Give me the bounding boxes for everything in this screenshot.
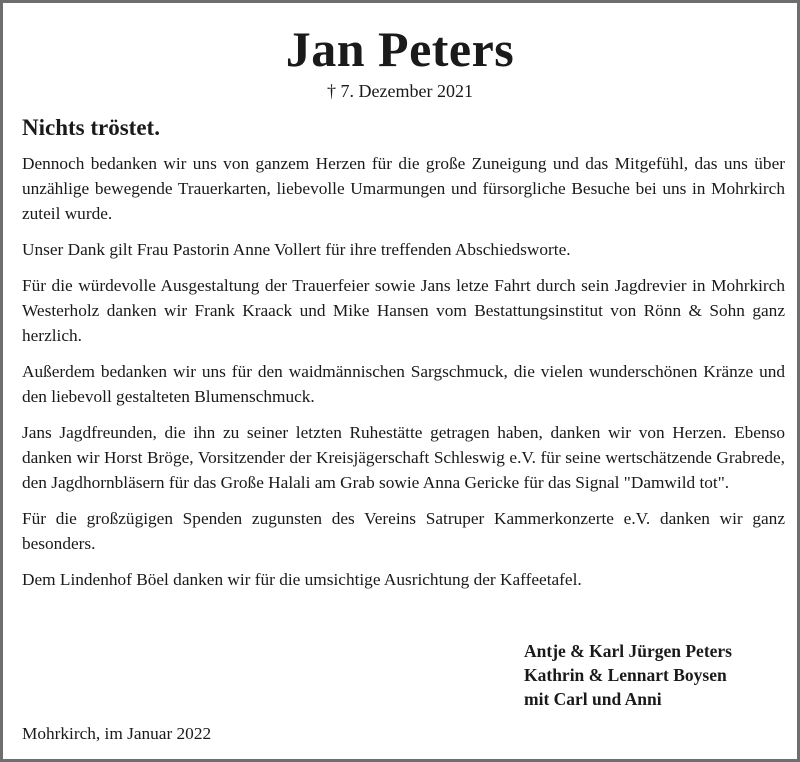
signature-line: Antje & Karl Jürgen Peters [524,641,732,661]
paragraph: Unser Dank gilt Frau Pastorin Anne Vollert für ihre treffenden Abschiedsworte. [22,240,571,259]
signature-block [524,639,732,711]
place-date: Mohrkirch, im Januar 2022 [22,724,212,743]
paragraph: Jans Jagdfreunden, die ihn zu seiner letzten Ruhestätte getragen haben, danken wir von Herzen. Ebenso danken wir Horst Bröge, Vorsitzender der Kreisjägerschaft Schleswig e.V. für seine wertschätzende Grabrede, den Jagdhornbläsern für das Große Halali am Grab sowie Anna Gericke für das Signal "Damwild tot". [22,423,785,492]
death-date: † 7. Dezember 2021 [327,81,473,101]
notice-body [22,151,785,592]
deceased-name: Jan Peters [285,21,515,77]
signature-line: mit Carl und Anni [524,689,662,709]
notice-heading: Nichts tröstet. [22,115,160,140]
paragraph: Außerdem bedanken wir uns für den waidmännischen Sargschmuck, die vielen wunderschönen Kränze und den liebevoll gestalteten Blumenschmuck. [22,362,785,406]
paragraph: Für die großzügigen Spenden zugunsten des Vereins Satruper Kammerkonzerte e.V. danken wir ganz besonders. [22,509,785,553]
paragraph: Dennoch bedanken wir uns von ganzem Herzen für die große Zuneigung und das Mitgefühl, das uns über unzählige bewegende Trauerkarten, liebevolle Umarmungen und fürsorgliche Besuche bei uns in Mohrkirch zuteil wurde. [22,154,785,223]
signature-line: Kathrin & Lennart Boysen [524,665,727,685]
paragraph: Dem Lindenhof Böel danken wir für die umsichtige Ausrichtung der Kaffeetafel. [22,570,582,589]
paragraph: Für die würdevolle Ausgestaltung der Trauerfeier sowie Jans letze Fahrt durch sein Jagdrevier in Mohrkirch Westerholz danken wir Frank Kraack und Mike Hansen vom Bestattungsinstitut von Rönn & Sohn ganz herzlich. [22,276,785,345]
